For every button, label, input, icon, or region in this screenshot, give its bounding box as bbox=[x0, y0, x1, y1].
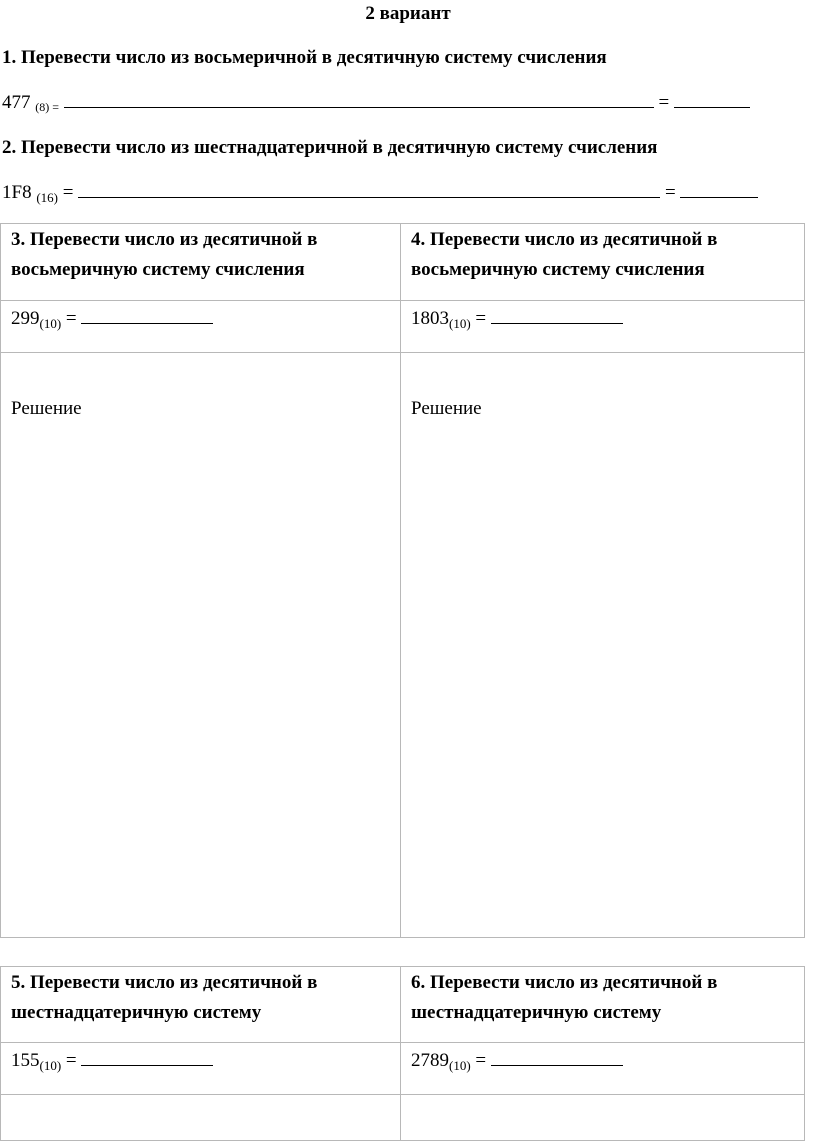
task4-base: (10) bbox=[449, 316, 471, 331]
task6-equation bbox=[401, 1043, 805, 1095]
task2-number: 1F8 bbox=[2, 182, 32, 203]
task3-solution-cell[interactable] bbox=[1, 353, 401, 938]
task3-base: (10) bbox=[39, 316, 62, 331]
task5-equation bbox=[1, 1043, 401, 1095]
task1-base: (8) = bbox=[35, 100, 60, 114]
task6-base: (10) bbox=[449, 1058, 471, 1073]
task1-heading: 1. Перевести число из восьмеричной в десятичную систему счисления bbox=[2, 47, 607, 68]
task3-equation bbox=[1, 301, 401, 353]
task1-answer-line bbox=[2, 91, 750, 114]
task4-equation bbox=[401, 301, 805, 353]
task4-solution-label: Решение bbox=[411, 398, 482, 419]
task2-answer-line bbox=[2, 181, 758, 204]
task1-number: 477 bbox=[2, 92, 31, 113]
task5-base: (10) bbox=[39, 1058, 62, 1073]
task2-equals-2: = bbox=[664, 182, 676, 203]
task2-result-blank[interactable] bbox=[680, 181, 758, 198]
tasks-3-4-table bbox=[0, 223, 805, 938]
task6-equals: = bbox=[475, 1050, 487, 1071]
task5-number: 155 bbox=[11, 1050, 40, 1071]
task1-work-blank[interactable] bbox=[64, 91, 654, 108]
task5-equals: = bbox=[65, 1050, 77, 1071]
task3-solution-label: Решение bbox=[11, 398, 82, 419]
task2-heading: 2. Перевести число из шестнадцатеричной в десятичную систему счисления bbox=[2, 137, 658, 158]
task5-solution-cell[interactable] bbox=[1, 1095, 401, 1141]
task3-equals: = bbox=[65, 308, 77, 329]
task4-equals: = bbox=[475, 308, 487, 329]
variant-title: 2 вариант bbox=[365, 3, 451, 24]
task1-equals: = bbox=[658, 92, 670, 113]
task1-result-blank[interactable] bbox=[674, 91, 750, 108]
task3-result-blank[interactable] bbox=[81, 307, 213, 324]
task6-result-blank[interactable] bbox=[491, 1049, 623, 1066]
task6-heading: 6. Перевести число из десятичной в шестнадцатеричную систему bbox=[401, 967, 805, 1043]
task6-solution-cell[interactable] bbox=[401, 1095, 805, 1141]
task6-number: 2789 bbox=[411, 1050, 449, 1071]
task5-heading: 5. Перевести число из десятичной в шестнадцатеричную систему bbox=[1, 967, 401, 1043]
task4-result-blank[interactable] bbox=[491, 307, 623, 324]
task5-result-blank[interactable] bbox=[81, 1049, 213, 1066]
task3-heading: 3. Перевести число из десятичной в восьмеричную систему счисления bbox=[1, 224, 401, 301]
task4-number: 1803 bbox=[411, 308, 449, 329]
task4-solution-cell[interactable] bbox=[401, 353, 805, 938]
task4-heading: 4. Перевести число из десятичной в восьмеричную систему счисления bbox=[401, 224, 805, 301]
task2-base: (16) bbox=[36, 190, 58, 205]
task3-number: 299 bbox=[11, 308, 40, 329]
task2-work-blank[interactable] bbox=[78, 181, 660, 198]
tasks-5-6-table bbox=[0, 966, 805, 1141]
task2-equals-1: = bbox=[62, 182, 74, 203]
